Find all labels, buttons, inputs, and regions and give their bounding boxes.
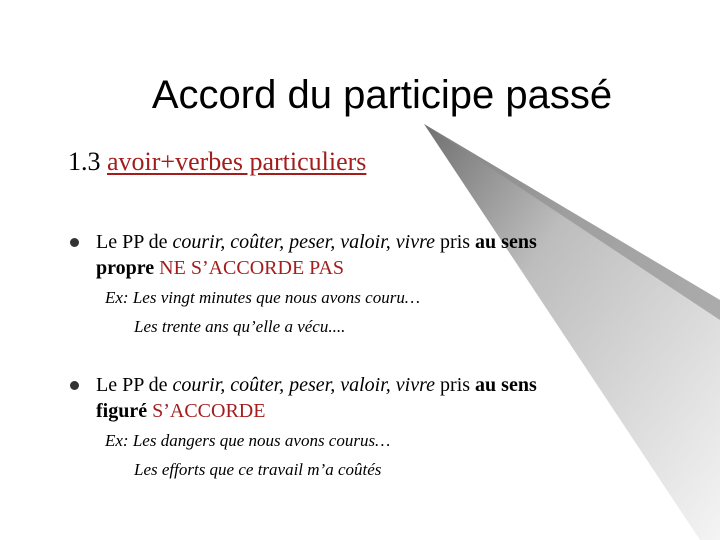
bullet-sense-lead: au sens [475,231,537,253]
bullet-sense-word: propre [96,257,155,279]
bullet-prefix: Le PP de [96,374,173,396]
bullet-text [96,372,670,424]
bullet-dot [70,381,79,390]
example-line: Ex: Les vingt minutes que nous avons couru… [105,288,420,307]
bullet-text [96,229,670,281]
example-line: Les efforts que ce travail m’a coûtés [134,460,382,479]
bullet-sense-word: figuré [96,400,148,422]
bullet-item [70,229,670,281]
bullet-verbs: courir, coûter, peser, valoir, vivre [172,374,436,396]
bullet-dot [70,238,79,247]
example-line: Les trente ans qu’elle a vécu.... [134,317,346,336]
bullet-prefix: Le PP de [96,231,173,253]
bullet-item [70,372,670,424]
bullet-middle: pris [435,374,476,396]
slide-title: Accord du participe passé [151,73,613,117]
bullet-rule: S’ACCORDE [152,400,266,422]
section-number: 1.3 [68,147,101,176]
example-line: Ex: Les dangers que nous avons courus… [105,431,391,450]
bullet-sense-lead: au sens [475,374,537,396]
section-topic: avoir+verbes particuliers [107,147,367,176]
bullet-verbs: courir, coûter, peser, valoir, vivre [172,231,436,253]
bullet-rule: NE S’ACCORDE PAS [159,257,345,279]
bullet-middle: pris [435,231,476,253]
section-heading [68,146,366,178]
